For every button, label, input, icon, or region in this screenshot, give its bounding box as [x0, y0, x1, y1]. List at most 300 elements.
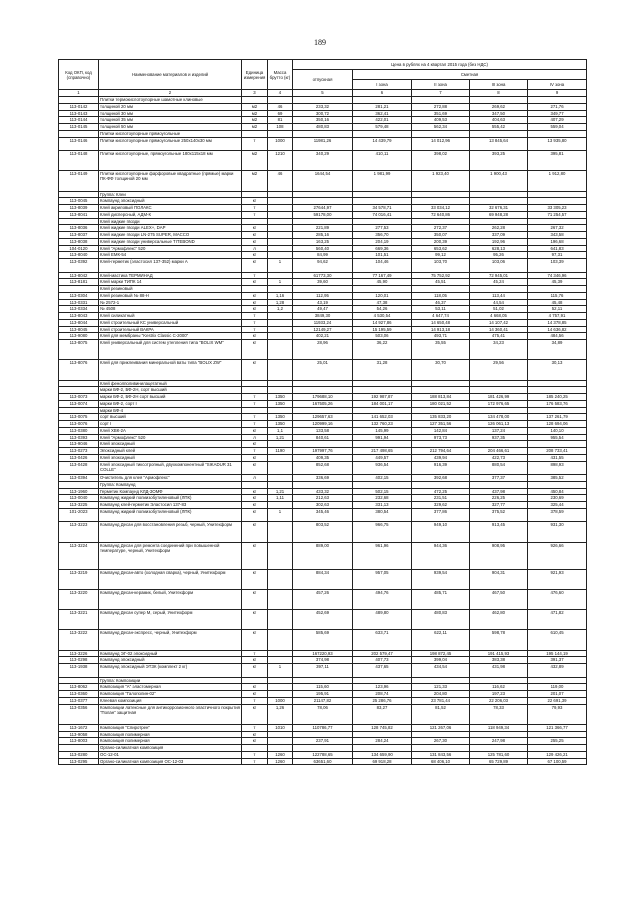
price-zone-2: 4 647,74	[412, 313, 470, 320]
price-zone-2: 409,53	[412, 117, 470, 124]
item-name: Компаунд жидкий полиизобутиленовый (ЛПК)	[99, 508, 242, 522]
item-code: 113-8076	[59, 360, 99, 380]
price-zone-3: 598,78	[470, 630, 528, 650]
page-number: 189	[314, 38, 326, 47]
price-zone-1	[353, 731, 412, 738]
item-name: Композиция полимерная	[99, 731, 242, 738]
price-zone-1: 202 579,47	[353, 650, 412, 657]
table-row	[59, 589, 587, 609]
price-zone-3: 125 781,60	[470, 751, 528, 758]
item-unit: т	[242, 211, 268, 218]
price-zone-2: 200,39	[412, 238, 470, 245]
price-zone-3: 69 948,28	[470, 211, 528, 218]
price-release: 25,01	[293, 360, 353, 380]
table-row	[59, 238, 587, 245]
price-release: 452,69	[293, 610, 353, 630]
price-release	[293, 387, 353, 394]
item-unit	[242, 130, 268, 137]
item-code: 113-0392	[59, 259, 99, 273]
price-release: 237,91	[293, 738, 353, 745]
price-zone-1: 281,21	[353, 103, 412, 110]
column-number: 7	[412, 90, 470, 97]
item-mass	[268, 589, 293, 609]
item-code: 113-8062	[59, 684, 99, 691]
item-unit: кг	[242, 569, 268, 589]
item-name: марки БФ-2, БФ-2Н сорт высший	[99, 394, 242, 401]
item-unit: кг	[242, 259, 268, 273]
price-zone-1: 123,96	[353, 684, 412, 691]
item-mass	[268, 691, 293, 698]
item-code: 113-0426	[59, 454, 99, 461]
table-row	[59, 319, 587, 326]
price-zone-3	[470, 745, 528, 752]
item-mass: 46	[268, 171, 293, 191]
price-zone-2: 916,39	[412, 461, 470, 475]
price-zone-3: 422,73	[470, 454, 528, 461]
item-name: Компаунд Десан для восстановления резьб, черный, Унитехформ	[99, 522, 242, 542]
price-zone-1: 957,05	[353, 569, 412, 589]
price-zone-3	[470, 218, 528, 225]
table-row	[59, 454, 587, 461]
price-zone-1: 120,01	[353, 292, 412, 299]
price-zone-1	[353, 286, 412, 293]
price-zone-2	[412, 380, 470, 387]
price-zone-4: 201,07	[528, 691, 587, 698]
item-code: 113-0144	[59, 117, 99, 124]
price-zone-1: 356,70	[353, 232, 412, 239]
price-zone-2: 14 650,48	[412, 319, 470, 326]
table-row	[59, 495, 587, 502]
item-name: сорт высший	[99, 414, 242, 421]
item-code	[59, 130, 99, 137]
price-zone-3: 262,28	[470, 225, 528, 232]
price-release: 12149,27	[293, 326, 353, 333]
price-zone-3	[470, 191, 528, 198]
price-zone-2: 398,02	[412, 151, 470, 171]
table-row	[59, 211, 587, 218]
item-name: ОС-12-01	[99, 751, 242, 758]
table-row	[59, 245, 587, 252]
table-row	[59, 110, 587, 117]
price-release	[293, 97, 353, 104]
item-mass	[268, 475, 293, 482]
price-zone-2	[412, 481, 470, 488]
price-zone-3: 72 945,01	[470, 272, 528, 279]
item-mass	[268, 569, 293, 589]
table-row	[59, 394, 587, 401]
item-name: Группа: Компаунд	[99, 481, 242, 488]
price-zone-2	[412, 677, 470, 684]
price-zone-3: 226,25	[470, 495, 528, 502]
price-zone-4	[528, 745, 587, 752]
price-zone-3: 44,54	[470, 299, 528, 306]
price-zone-2: 329,62	[412, 502, 470, 509]
price-zone-3	[470, 97, 528, 104]
price-zone-3: 904,31	[470, 569, 528, 589]
price-zone-2: 14 012,96	[412, 137, 470, 151]
price-zone-2	[412, 745, 470, 752]
item-code: 113-3221	[59, 610, 99, 630]
price-zone-4: 71 254,57	[528, 211, 587, 218]
item-unit: кг	[242, 589, 268, 609]
price-zone-4: 115,76	[528, 292, 587, 299]
price-zone-3: 191 415,93	[470, 650, 528, 657]
price-zone-1: 83,27	[353, 704, 412, 724]
item-unit: кг	[242, 340, 268, 360]
item-unit: кг	[242, 630, 268, 650]
item-mass: 81	[268, 117, 293, 124]
table-row	[59, 481, 587, 488]
table-row	[59, 117, 587, 124]
price-zone-3: 126 061,13	[470, 421, 528, 428]
item-code: 113-3225	[59, 502, 99, 509]
price-zone-4: 1 912,80	[528, 171, 587, 191]
table-row	[59, 758, 587, 765]
price-zone-2: 653,62	[412, 245, 470, 252]
item-mass: 1000	[268, 137, 293, 151]
price-zone-1: 991,94	[353, 434, 412, 441]
item-mass	[268, 610, 293, 630]
price-zone-3: 393,25	[470, 151, 528, 171]
column-number: 9	[528, 90, 587, 97]
price-zone-3: 908,95	[470, 542, 528, 569]
price-zone-2: 118,05	[412, 292, 470, 299]
item-code: 101-2023	[59, 508, 99, 522]
item-name: Клей "Армофлекс" 520	[99, 434, 242, 441]
item-name: Компаунд Десан-авто (холодная сварка), черный, Унитехформ	[99, 569, 242, 589]
item-name: Очиститель для клея "Армофлекс"	[99, 475, 242, 482]
table-row	[59, 272, 587, 279]
price-zone-3: 137,24	[470, 427, 528, 434]
item-unit: кг	[242, 704, 268, 724]
table-row	[59, 191, 587, 198]
price-zone-2: 973,73	[412, 434, 470, 441]
price-zone-2: 45,51	[412, 279, 470, 286]
item-mass: 1	[268, 279, 293, 286]
price-zone-4: 267,32	[528, 225, 587, 232]
item-code: 113-0073	[59, 394, 99, 401]
price-release: 61773,30	[293, 272, 353, 279]
column-number: 6	[353, 90, 412, 97]
price-zone-3: 116,62	[470, 684, 528, 691]
item-mass	[268, 441, 293, 448]
item-unit: кг	[242, 333, 268, 340]
item-name: Клей для мембраны "Kestrix Classic C-2000"	[99, 333, 242, 340]
price-zone-1: 936,54	[353, 461, 412, 475]
price-release: 49,47	[293, 306, 353, 313]
price-release: 340,29	[293, 151, 353, 171]
table-row	[59, 502, 587, 509]
item-unit: кг	[242, 508, 268, 522]
item-code: 113-3226	[59, 650, 99, 657]
table-row	[59, 103, 587, 110]
price-zone-3: 247,98	[470, 738, 528, 745]
item-name: толщиной 50 мм	[99, 124, 242, 131]
price-release: 167220,93	[293, 650, 353, 657]
item-name: Плитки кислотоупорные прямоугольные	[99, 130, 242, 137]
item-unit: кг	[242, 664, 268, 678]
price-zone-1	[353, 218, 412, 225]
price-zone-4: 432,89	[528, 664, 587, 678]
price-zone-1	[353, 745, 412, 752]
price-zone-3	[470, 677, 528, 684]
price-release: 433,32	[293, 488, 353, 495]
price-zone-4: 52,11	[528, 306, 587, 313]
item-code: 113-0143	[59, 110, 99, 117]
price-zone-1: 633,71	[353, 630, 412, 650]
item-unit	[242, 191, 268, 198]
item-unit: т	[242, 697, 268, 704]
item-name: Компаунд Десан для ремонта соединений при повышенной температуре, черный, Унитехформ	[99, 542, 242, 569]
item-name: Клей жидкие гвозди ALEX+, DAP	[99, 225, 242, 232]
price-zone-1: 966,75	[353, 522, 412, 542]
item-code	[59, 286, 99, 293]
price-zone-2: 99,12	[412, 252, 470, 259]
price-release: 21147,82	[293, 697, 353, 704]
item-name: Плитки кислотоупорные фарфоровые квадратные (прямые) марки ПК-ФФ толщиной 20 мм	[99, 171, 242, 191]
table-row	[59, 427, 587, 434]
table-row	[59, 340, 587, 360]
item-mass: 1350	[268, 414, 293, 421]
item-mass: 1350	[268, 394, 293, 401]
price-release: 285,16	[293, 232, 353, 239]
price-release: 889,00	[293, 542, 353, 569]
item-name: Компаунд клей-герметик Эластосил 137-83	[99, 502, 242, 509]
item-name: Компаунд Десан-экспресс, черный, Унитехформ	[99, 630, 242, 650]
price-zone-1: 192 987,87	[353, 394, 412, 401]
price-zone-2	[412, 731, 470, 738]
price-zone-1: 104,46	[353, 259, 412, 273]
price-zone-1: 422,01	[353, 117, 412, 124]
price-zone-1	[353, 191, 412, 198]
item-code: 113-0280	[59, 751, 99, 758]
item-code: 113-0394	[59, 475, 99, 482]
table-row	[59, 691, 587, 698]
price-zone-2: 493,71	[412, 333, 470, 340]
price-zone-1: 579,48	[353, 124, 412, 131]
price-release	[293, 441, 353, 448]
price-zone-2	[412, 130, 470, 137]
price-zone-4: 898,93	[528, 461, 587, 475]
table-row	[59, 414, 587, 421]
item-code: 104-0120	[59, 245, 99, 252]
price-zone-2: 53,11	[412, 306, 470, 313]
column-number: 1	[59, 90, 99, 97]
item-code: 113-0331	[59, 299, 99, 306]
table-row	[59, 677, 587, 684]
price-release: 336,69	[293, 475, 353, 482]
price-release: 122788,65	[293, 751, 353, 758]
table-row	[59, 218, 587, 225]
item-code: 113-8075	[59, 340, 99, 360]
table-row	[59, 306, 587, 313]
price-zone-4: 14 636,82	[528, 326, 587, 333]
price-zone-4	[528, 191, 587, 198]
item-unit: т	[242, 751, 268, 758]
item-name: Композиция "Спиротрен"	[99, 724, 242, 731]
item-name: № 2572-1	[99, 299, 242, 306]
table-row	[59, 407, 587, 414]
price-zone-1: 34 578,71	[353, 205, 412, 212]
table-row	[59, 360, 587, 380]
price-zone-1: 669,36	[353, 245, 412, 252]
item-name: Органо-силикатная композиция ОС-12-03	[99, 758, 242, 765]
price-zone-1: 402,15	[353, 475, 412, 482]
price-zone-1: 132 760,23	[353, 421, 412, 428]
item-code	[59, 387, 99, 394]
item-name: Органо-силикатная композиция	[99, 745, 242, 752]
item-mass	[268, 319, 293, 326]
item-name: Клей "Армофлекс" 520	[99, 245, 242, 252]
item-name: толщиной 35 мм	[99, 117, 242, 124]
price-release: 39,60	[293, 279, 353, 286]
price-zone-3: 375,52	[470, 508, 528, 522]
header-estimate: Сметная	[353, 70, 587, 80]
column-number: 5	[293, 90, 353, 97]
table-row	[59, 313, 587, 320]
price-zone-4: 119,00	[528, 684, 587, 691]
price-zone-2: 121 267,06	[412, 724, 470, 731]
price-zone-2	[412, 97, 470, 104]
price-zone-2: 35,55	[412, 340, 470, 360]
price-release: 3849,30	[293, 313, 353, 320]
price-zone-1: 25 286,76	[353, 697, 412, 704]
price-zone-4: 45,48	[528, 299, 587, 306]
table-row	[59, 441, 587, 448]
price-zone-4: 471,82	[528, 610, 587, 630]
item-code: 113-9080	[59, 333, 99, 340]
item-name: Композиция "Галополин-02"	[99, 691, 242, 698]
price-zone-2	[412, 286, 470, 293]
price-zone-2	[412, 198, 470, 205]
price-zone-2: 121,33	[412, 684, 470, 691]
header-zone: IV зона	[528, 80, 587, 90]
item-code: 113-0076	[59, 421, 99, 428]
price-release: 11933,24	[293, 319, 353, 326]
item-mass	[268, 205, 293, 212]
item-mass	[268, 461, 293, 475]
price-release: 94,62	[293, 259, 353, 273]
price-zone-1: 437,65	[353, 664, 412, 678]
item-name: Клей резиновый	[99, 286, 242, 293]
price-zone-4: 378,59	[528, 508, 587, 522]
table-row	[59, 225, 587, 232]
item-code: 113-8041	[59, 211, 99, 218]
item-code: 113-0393	[59, 434, 99, 441]
price-table-body	[59, 97, 587, 765]
price-zone-1	[353, 441, 412, 448]
price-zone-1	[353, 380, 412, 387]
item-unit: л	[242, 475, 268, 482]
item-code: 113-9046	[59, 441, 99, 448]
item-mass: 1350	[268, 400, 293, 407]
price-zone-4: 395,81	[528, 151, 587, 171]
item-mass: 1190	[268, 448, 293, 455]
price-zone-2: 399,04	[412, 657, 470, 664]
price-zone-1: 69 918,28	[353, 758, 412, 765]
item-unit	[242, 387, 268, 394]
price-zone-1: 54,26	[353, 306, 412, 313]
item-name: Компаунд эпоксидный	[99, 198, 242, 205]
item-name: Клей строительный КС универсальный	[99, 319, 242, 326]
item-name: Группа: Композиции	[99, 677, 242, 684]
item-mass	[268, 407, 293, 414]
price-zone-2: 1 923,40	[412, 171, 470, 191]
item-code: 113-8039	[59, 205, 99, 212]
price-zone-3: 327,77	[470, 502, 528, 509]
price-zone-4: 13 935,80	[528, 137, 587, 151]
item-unit: кг	[242, 488, 268, 495]
item-unit: т	[242, 414, 268, 421]
item-name: Клей эпоксидный тиксотропный, двухкомпонентный "SIKADUR 31 COLLE"	[99, 461, 242, 475]
price-zone-4: 33 305,23	[528, 205, 587, 212]
price-release	[293, 731, 353, 738]
price-zone-1: 503,06	[353, 333, 412, 340]
price-zone-2: 212 794,64	[412, 448, 470, 455]
price-zone-4: 67 100,59	[528, 758, 587, 765]
price-zone-4	[528, 97, 587, 104]
price-zone-2: 180 021,52	[412, 400, 470, 407]
table-row	[59, 286, 587, 293]
price-zone-4: 343,58	[528, 232, 587, 239]
item-mass: 1	[268, 508, 293, 522]
price-zone-4: 230,69	[528, 495, 587, 502]
price-zone-1	[353, 677, 412, 684]
item-code: 113-3220	[59, 589, 99, 609]
price-zone-4: 176 583,76	[528, 400, 587, 407]
price-zone-3: 95,26	[470, 252, 528, 259]
table-row	[59, 198, 587, 205]
price-zone-3: 555,42	[470, 124, 528, 131]
item-unit	[242, 380, 268, 387]
price-zone-2: 30,70	[412, 360, 470, 380]
table-row	[59, 630, 587, 650]
price-zone-3: 337,09	[470, 232, 528, 239]
item-code	[59, 481, 99, 488]
price-release: 803,52	[293, 522, 353, 542]
price-release	[293, 191, 353, 198]
price-zone-3: 913,45	[470, 522, 528, 542]
price-zone-3: 1 900,43	[470, 171, 528, 191]
price-zone-4: 610,45	[528, 630, 587, 650]
price-zone-1: 1 981,99	[353, 171, 412, 191]
price-zone-4	[528, 130, 587, 137]
price-release: 179688,10	[293, 394, 353, 401]
item-mass: 1,21	[268, 488, 293, 495]
item-code: 113-8042	[59, 272, 99, 279]
price-zone-1: 489,80	[353, 610, 412, 630]
item-mass: 1	[268, 259, 293, 273]
item-unit	[242, 677, 268, 684]
price-zone-2: 562,34	[412, 124, 470, 131]
item-code: 113-0045	[59, 198, 99, 205]
price-release: 480,83	[293, 124, 353, 131]
price-zone-1: 217 498,65	[353, 448, 412, 455]
price-zone-4: 74 346,96	[528, 272, 587, 279]
price-zone-2: 131 843,56	[412, 751, 470, 758]
item-code	[59, 218, 99, 225]
price-zone-3: 347,50	[470, 110, 528, 117]
item-unit: т	[242, 319, 268, 326]
table-row	[59, 731, 587, 738]
price-zone-2: 944,36	[412, 542, 470, 569]
price-zone-2: 103,70	[412, 259, 470, 273]
price-zone-4	[528, 677, 587, 684]
item-mass	[268, 238, 293, 245]
table-row	[59, 475, 587, 482]
item-mass: 1210	[268, 151, 293, 171]
table-row	[59, 461, 587, 475]
